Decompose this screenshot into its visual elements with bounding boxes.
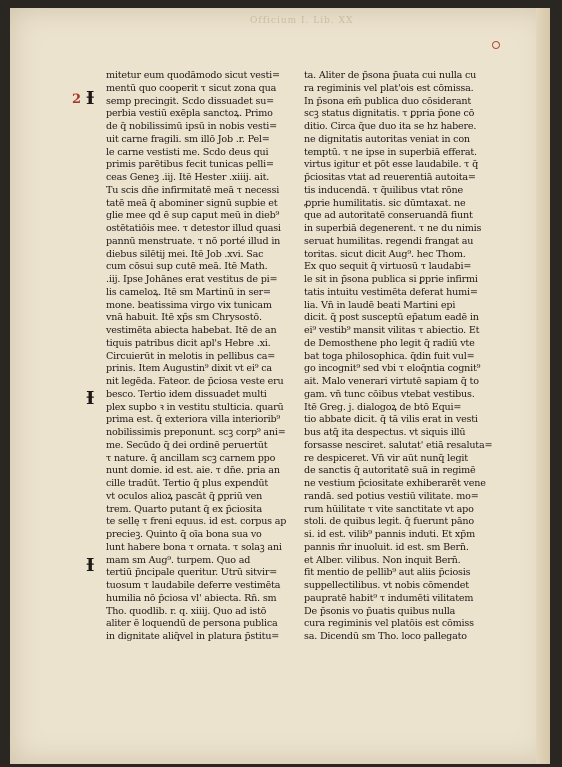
text-line: trem. Quarto putant q̄ ex p̄ciosita	[106, 503, 262, 515]
text-line: in dignitate aliq̄vel in platura p̄stitu=	[106, 631, 280, 642]
text-line: aliter ē loquendū de persona publica	[106, 618, 278, 630]
text-line: gam. vn̄ tunc cōibus vtebat vestibus.	[304, 388, 475, 400]
running-head: Officium I. Lib. XX	[250, 16, 354, 26]
text-line: cille tradūt. Tertio q̄ plus expendūt	[106, 478, 269, 489]
text-line: de sanctis q̄ autoritatē suā in regimē	[304, 465, 476, 477]
text-line: vt oculos alioꝝ pascāt q̄ ꝑpriū ven	[106, 490, 263, 502]
text-line: mone. beatissima virgo vix tunicam	[106, 299, 272, 311]
text-line: temptū. τ ne ipse in superbiā efferat.	[304, 146, 477, 158]
text-line: mitetur eum quodāmodo sicut vesti=	[106, 70, 280, 81]
text-line: le sit in p̄sona publica si ꝑprie infirmi	[304, 274, 478, 285]
red-ink-mark	[492, 41, 500, 49]
text-line: ceas Geneꝫ .iij. Itē Hester .xiiij. ait.	[106, 172, 270, 183]
text-line: paupratē habit⁹ τ indumēti vilitatem	[304, 592, 474, 604]
text-line: lia. Vn̄ in laudē beati Martini epi	[304, 299, 456, 311]
book-page	[10, 8, 550, 764]
text-line: tertiū p̄ncipale queritur. Utrū sitvir=	[106, 567, 278, 579]
text-line: re despiceret. Vn̄ vir aūt nunq̄ legit	[304, 452, 468, 464]
text-line: tis inducendā. τ q̄uilibus vtat rōne	[304, 184, 463, 196]
text-line: tio abbate dicit. q̄ tā vilis erat in vesti	[304, 414, 478, 426]
text-line: Circuierūt in melotis in pellibus ca=	[106, 350, 276, 362]
text-line: virtus igitur et pōt esse laudabile. τ q̄	[304, 159, 479, 171]
text-line: humilia nō p̄ciosa vl' abiecta. Rn̄. sm	[106, 592, 277, 604]
text-line: scꝫ status dignitatis. τ ꝑpria p̄one cō	[304, 108, 475, 120]
text-line: τ nature. q̄ ancillam scꝫ carnem ppo	[106, 452, 276, 464]
text-line: te sellę τ freni equus. id est. corpus ap	[106, 516, 287, 528]
text-line: randā. sed potius vestiū vilitate. mo=	[304, 490, 479, 502]
text-line: bat toga philosophica. q̄din fuit vul=	[304, 350, 475, 362]
marginal-mark: 2	[72, 92, 82, 107]
text-line: glie mee qd̄ ē sup caput meū in dieb⁹	[106, 210, 280, 222]
text-line: p̄ciositas vtat ad reuerentiā autoita=	[304, 172, 476, 183]
text-line: primis parētibus fecit tunicas pelli=	[106, 159, 274, 171]
text-line: ait. Malo venerari virtutē sapiam q̄ to	[304, 376, 479, 387]
text-line: cura regiminis vel platōis est cōmiss	[304, 618, 474, 630]
text-line: prima est. q̄ exteriora villa interiorib⁹	[106, 414, 281, 426]
text-line: le carne vestisti me. Scdo deus qui	[106, 146, 269, 158]
text-line: plex supbo ꝛ in vestitu stulticia. quarū	[106, 401, 284, 413]
text-line: uit carne fragili. sm illō Job .r. Pel=	[106, 133, 270, 145]
text-line: cum cōsui sup cutē meā. Itē Math.	[106, 261, 268, 273]
text-line: et Alber. vilibus. Non inquit Bern̄.	[304, 554, 461, 566]
text-line: ditio. Circa q̄ue duo ita se hz habere.	[304, 121, 477, 132]
text-line: tuosum τ laudabile deferre vestimēta	[106, 580, 281, 591]
text-line: mentū quo cooperit τ sicut zona qua	[106, 82, 277, 94]
text-line: ne vestium p̄ciositate exhiberarēt vene	[304, 478, 486, 489]
text-line: Tho. quodlib. r. q. xiiij. Quo ad istō	[106, 605, 267, 617]
text-line: ꝓprie humilitatis. sic dūmtaxat. ne	[304, 197, 466, 209]
left-text-column	[106, 70, 298, 644]
text-line: tatē meā q̄ abominer signū supbie et	[106, 197, 278, 209]
text-line: in superbiā degenerent. τ ne du nimis	[304, 223, 482, 234]
text-line: perbia vestiū exēpla sanctoꝝ. Primo	[106, 108, 273, 120]
text-line: tatis intuitu vestimēta deferat humi=	[304, 286, 478, 298]
text-line: ra regiminis vel plat'ois est cōmissa.	[304, 82, 474, 94]
right-text-column	[304, 70, 496, 644]
text-line: De p̄sonis vo p̄uatis quibus nulla	[304, 605, 456, 617]
text-line: seruat humilitas. regendi frangat au	[304, 235, 474, 247]
text-line: ostētatiōis mee. τ detestor illud quasi	[106, 223, 281, 234]
text-line: Itē Greg. j. dialogoꝝ de btō Equi=	[304, 401, 462, 413]
text-line: In p̄sona em̄ publica duo cōsiderant	[304, 95, 472, 107]
text-line: me. Secūdo q̄ dei ordinē peruertūt	[106, 439, 268, 451]
text-line: de Demosthene pho legit q̄ radiū vte	[304, 337, 475, 349]
text-line: rum hūilitate τ vite sanctitate vt apo	[304, 503, 474, 515]
text-line: nit legēda. Fateor. de p̄ciosa veste eru	[106, 376, 284, 387]
text-line: toritas. sicut dicit Aug⁹. hec Thom.	[304, 248, 466, 260]
page-edge	[536, 8, 550, 764]
paragraph-mark: Ɨ	[86, 88, 95, 109]
text-line: si. id est. vilib⁹ pannis induti. Et xp̄m	[304, 529, 475, 540]
text-line: go incognit⁹ sed vbi τ eloq̄ntia cognit⁹	[304, 363, 481, 375]
text-line: nobilissimis preponunt. scꝫ corp⁹ ani=	[106, 427, 286, 438]
text-line: nunt domie. id est. aie. τ dn̄e. pria an	[106, 465, 280, 477]
text-line: prinis. Item Augustin⁹ dixit vt ei⁹ ca	[106, 363, 272, 375]
text-line: precieꝫ. Quinto q̄ oīa bona sua vo	[106, 529, 262, 540]
text-line: de q̄ nobilissimū ipsū in nobis vesti=	[106, 121, 277, 132]
text-line: ei⁹ vestib⁹ mansit vilitas τ abiectio. Et	[304, 325, 480, 336]
text-line: ne dignitatis autoritas veniat in con	[304, 133, 470, 145]
text-line: fit mentio de pellib⁹ aut aliis p̄ciosis	[304, 567, 471, 579]
text-line: dicit. q̄ post susceptū ep̄atum eadē in	[304, 312, 479, 324]
text-line: lunt habere bona τ ornata. τ solaꝫ ani	[106, 541, 282, 553]
text-line: tiquis patribus dicit apl's Hebre .xi.	[106, 337, 271, 349]
text-line: semp precingit. Scdo dissuadet su=	[106, 95, 275, 107]
text-line: ta. Aliter de p̄sona p̄uata cui nulla cu	[304, 70, 477, 81]
paragraph-mark: Ɨ	[86, 555, 95, 576]
text-line: diebus silētij mei. Itē Job .xvi. Sac	[106, 248, 264, 260]
text-line: Ex quo sequit q̄ virtuosū τ laudabi=	[304, 261, 472, 273]
text-line: pannis m̄r inuoluit. id est. sm Bern̄.	[304, 541, 469, 553]
paragraph-mark: Ɨ	[86, 388, 95, 409]
text-line: stoli. de quibus legit. q̄ fuerunt pāno	[304, 516, 474, 528]
text-line: que ad autoritatē conseruandā fiunt	[304, 210, 473, 222]
text-line: suppellectilibus. vt nobis cōmendet	[304, 580, 469, 591]
text-line: mam sm Aug⁹. turpem. Quo ad	[106, 554, 251, 566]
text-line: .iij. Ipse Johānes erat vestitus de pi=	[106, 274, 278, 285]
text-line: forsasse nesciret. salutat' etiā resaluta=	[304, 439, 493, 451]
text-line: Tu scis dn̄e infirmitatē meā τ necessi	[106, 184, 280, 196]
text-line: besco. Tertio idem dissuadet multi	[106, 388, 267, 400]
text-line: lis cameloꝝ. Itē sm Martinū in ser=	[106, 286, 271, 298]
text-line: sa. Dicendū sm Tho. loco pallegato	[304, 631, 467, 642]
text-line: vestimēta abiecta habebat. Itē de an	[106, 325, 277, 336]
text-line: vnā habuit. Itē xp̄s sm Chrysostō.	[106, 312, 262, 324]
text-line: bus atq̄ ita despectus. vt siquis illū	[304, 427, 466, 438]
text-line: pannū menstruate. τ nō porté illud in	[106, 235, 281, 247]
